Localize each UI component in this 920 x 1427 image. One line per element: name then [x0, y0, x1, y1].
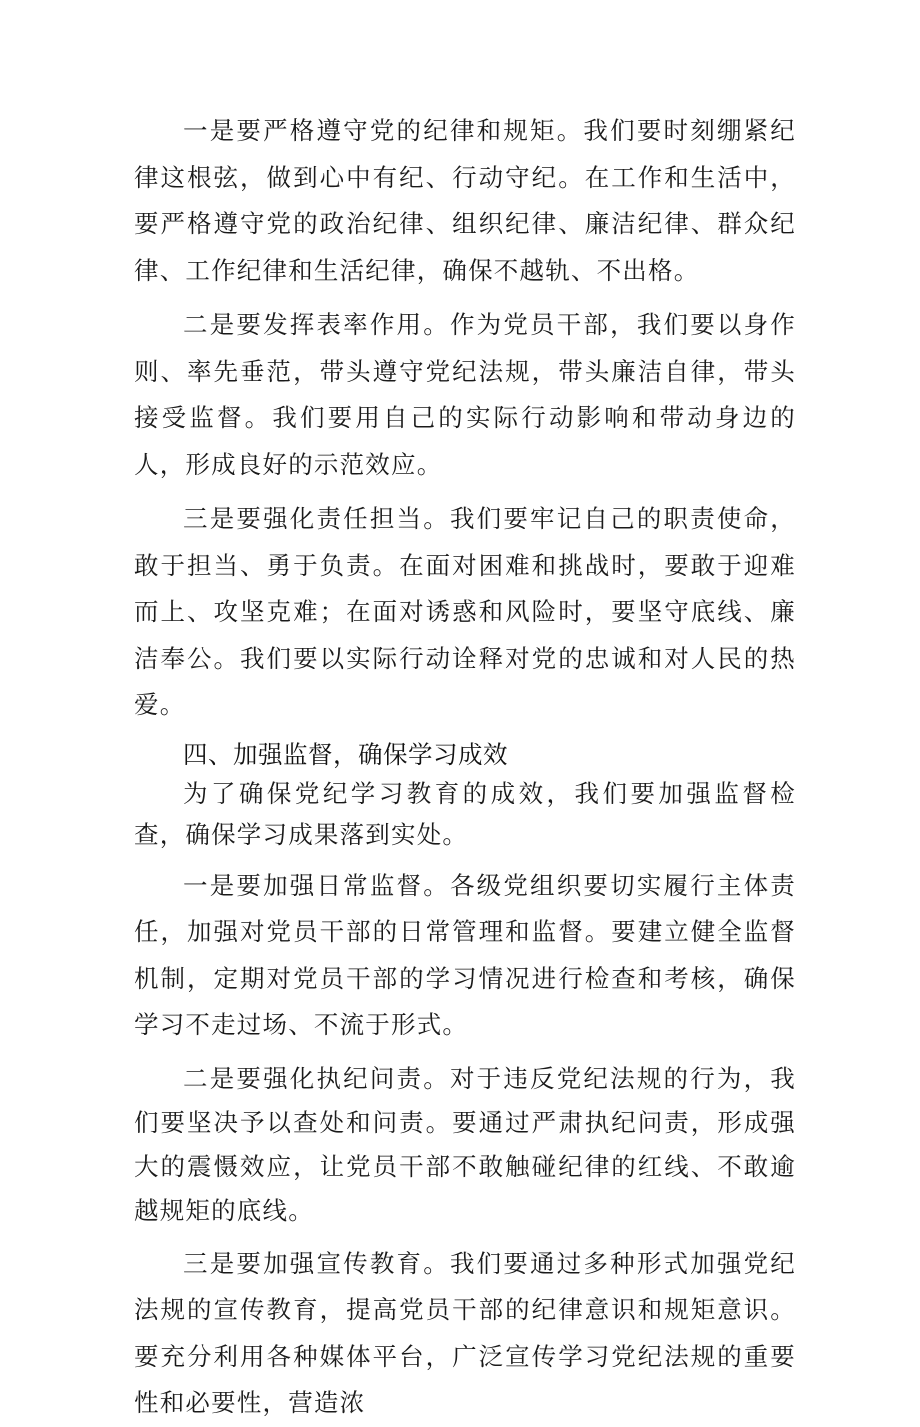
paragraph-responsibility: 三是要强化责任担当。我们要牢记自己的职责使命，敢于担当、勇于负责。在面对困难和挑战时，要敢于迎难而上、攻坚克难；在面对诱惑和风险时，要坚守底线、廉洁奉公。我们要以实际行动诠释对党的忠诚和对人民的热爱。: [134, 504, 796, 719]
section-intro: 为了确保党纪学习教育的成效，我们要加强监督检查，确保学习成果落到实处。: [134, 778, 796, 849]
paragraph-exemplary-role: 二是要发挥表率作用。作为党员干部，我们要以身作则、率先垂范，带头遵守党纪法规，带头廉洁自律，带头接受监督。我们要用自己的实际行动影响和带动身边的人，形成良好的示范效应。: [134, 310, 796, 479]
document-body: [134, 108, 796, 1427]
paragraph-daily-supervision: 一是要加强日常监督。各级党组织要切实履行主体责任，加强对党员干部的日常管理和监督。要建立健全监督机制，定期对党员干部的学习情况进行检查和考核，确保学习不走过场、不流于形式。: [134, 870, 796, 1039]
paragraph-publicity-education: 三是要加强宣传教育。我们要通过多种形式加强党纪法规的宣传教育，提高党员干部的纪律意识和规矩意识。要充分利用各种媒体平台，广泛宣传学习党纪法规的重要性和必要性，营造浓: [134, 1248, 796, 1417]
section-heading: 四、加强监督，确保学习成效: [183, 739, 508, 769]
paragraph-accountability: 二是要强化执纪问责。对于违反党纪法规的行为，我们要坚决予以查处和问责。要通过严肃执纪问责，形成强大的震慑效应，让党员干部不敢触碰纪律的红线、不敢逾越规矩的底线。: [134, 1063, 796, 1225]
paragraph-strict-discipline: 一是要严格遵守党的纪律和规矩。我们要时刻绷紧纪律这根弦，做到心中有纪、行动守纪。在工作和生活中，要严格遵守党的政治纪律、组织纪律、廉洁纪律、群众纪律、工作纪律和生活纪律，确保不越轨、不出格。: [134, 116, 796, 285]
